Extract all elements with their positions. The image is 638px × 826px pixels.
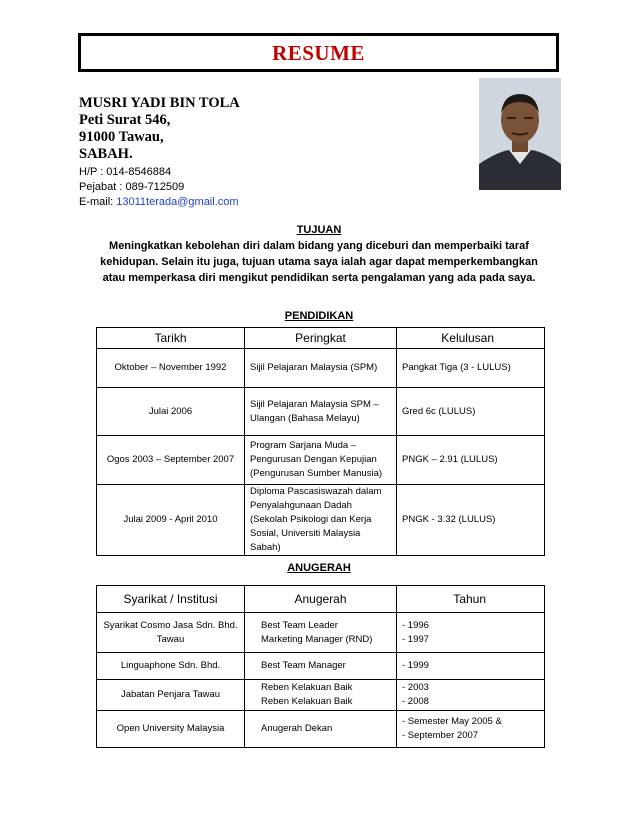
award-names (245, 613, 397, 653)
award-name: Reben Kelakuan Baik (261, 682, 353, 693)
awards-col-org: Syarikat / Institusi (97, 586, 245, 613)
education-heading: PENDIDIKAN (284, 310, 354, 322)
award-org: Jabatan Penjara Tawau (97, 680, 245, 711)
table-row (97, 680, 545, 711)
address-line-1: Peti Surat 546, (79, 112, 171, 128)
profile-photo (479, 78, 561, 190)
awards-table (96, 585, 545, 748)
award-org: Syarikat Cosmo Jasa Sdn. Bhd. Tawau (97, 613, 245, 653)
resume-title: RESUME (272, 41, 365, 65)
award-years (397, 680, 545, 711)
mobile-phone: H/P : 014-8546884 (79, 166, 172, 178)
award-names (245, 680, 397, 711)
education-col-date: Tarikh (97, 328, 245, 349)
awards-heading: ANUGERAH (287, 562, 351, 574)
education-col-level: Peringkat (245, 328, 397, 349)
award-name: Anugerah Dekan (261, 723, 333, 734)
address-line-2: 91000 Tawau, (79, 129, 164, 145)
award-year: - September 2007 (402, 730, 479, 741)
award-year: - 2008 (402, 696, 429, 707)
award-org: Open University Malaysia (97, 711, 245, 748)
office-phone: Pejabat : 089-712509 (79, 181, 185, 193)
award-year: - Semester May 2005 & (402, 716, 502, 727)
award-years (397, 653, 545, 680)
education-table (96, 327, 545, 556)
award-name: Reben Kelakuan Baik (261, 696, 353, 707)
awards-col-year: Tahun (397, 586, 545, 613)
education-col-result: Kelulusan (397, 328, 545, 349)
profile-photo-image (479, 78, 561, 190)
award-year: - 1997 (402, 633, 429, 645)
education-result: Gred 6c (LULUS) (397, 388, 545, 436)
awards-col-award: Anugerah (245, 586, 397, 613)
education-date: Julai 2009 - April 2010 (97, 485, 245, 556)
award-year: - 1999 (402, 660, 429, 671)
education-result: PNGK - 3.32 (LULUS) (397, 485, 545, 556)
education-level: Diploma Pascasiswazah dalam Penyalahgunaan Dadah (Sekolah Psikologi dan Kerja Sosial, Universiti Malaysia Sabah) (245, 485, 397, 556)
award-name: Best Team Manager (261, 660, 346, 671)
contact-block (79, 165, 239, 210)
award-years (397, 613, 545, 653)
table-row (97, 388, 545, 436)
email-address[interactable]: 13011terada@gmail.com (116, 196, 239, 208)
award-names (245, 711, 397, 748)
education-header-row (97, 328, 545, 349)
award-year: - 2003 (402, 682, 429, 693)
awards-header-row (97, 586, 545, 613)
table-row (97, 613, 545, 653)
education-level: Sijil Pelajaran Malaysia (SPM) (245, 349, 397, 388)
education-result: Pangkat Tiga (3 - LULUS) (397, 349, 545, 388)
full-name: MUSRI YADI BIN TOLA (79, 95, 240, 111)
resume-title-box (78, 33, 559, 72)
education-result: PNGK – 2.91 (LULUS) (397, 436, 545, 485)
education-level: Sijil Pelajaran Malaysia SPM – Ulangan (Bahasa Melayu) (245, 388, 397, 436)
address-line-3: SABAH. (79, 146, 133, 162)
table-row (97, 349, 545, 388)
education-date: Julai 2006 (97, 388, 245, 436)
award-name: Best Team Leader (261, 619, 338, 631)
email-label: E-mail: (79, 196, 117, 208)
education-date: Oktober – November 1992 (97, 349, 245, 388)
award-org: Linguaphone Sdn. Bhd. (97, 653, 245, 680)
award-name: Marketing Manager (RND) (261, 633, 373, 645)
table-row (97, 653, 545, 680)
award-year: - 1996 (402, 619, 429, 631)
education-level: Program Sarjana Muda – Pengurusan Dengan Kepujian (Pengurusan Sumber Manusia) (245, 436, 397, 485)
email-line (79, 195, 239, 210)
objective-heading: TUJUAN (296, 224, 342, 236)
objective-text: Meningkatkan kebolehan diri dalam bidang yang diceburi dan memperbaiki taraf kehidupan. Selain itu juga, tujuan utama saya ialah agar dapat memperkembangkan atau memperkasa diri mengikut pendidikan serta pengalaman yang ada pada saya. (100, 240, 538, 284)
table-row (97, 711, 545, 748)
award-names (245, 653, 397, 680)
education-date: Ogos 2003 – September 2007 (97, 436, 245, 485)
award-years (397, 711, 545, 748)
table-row (97, 436, 545, 485)
address-block (79, 95, 240, 163)
table-row (97, 485, 545, 556)
